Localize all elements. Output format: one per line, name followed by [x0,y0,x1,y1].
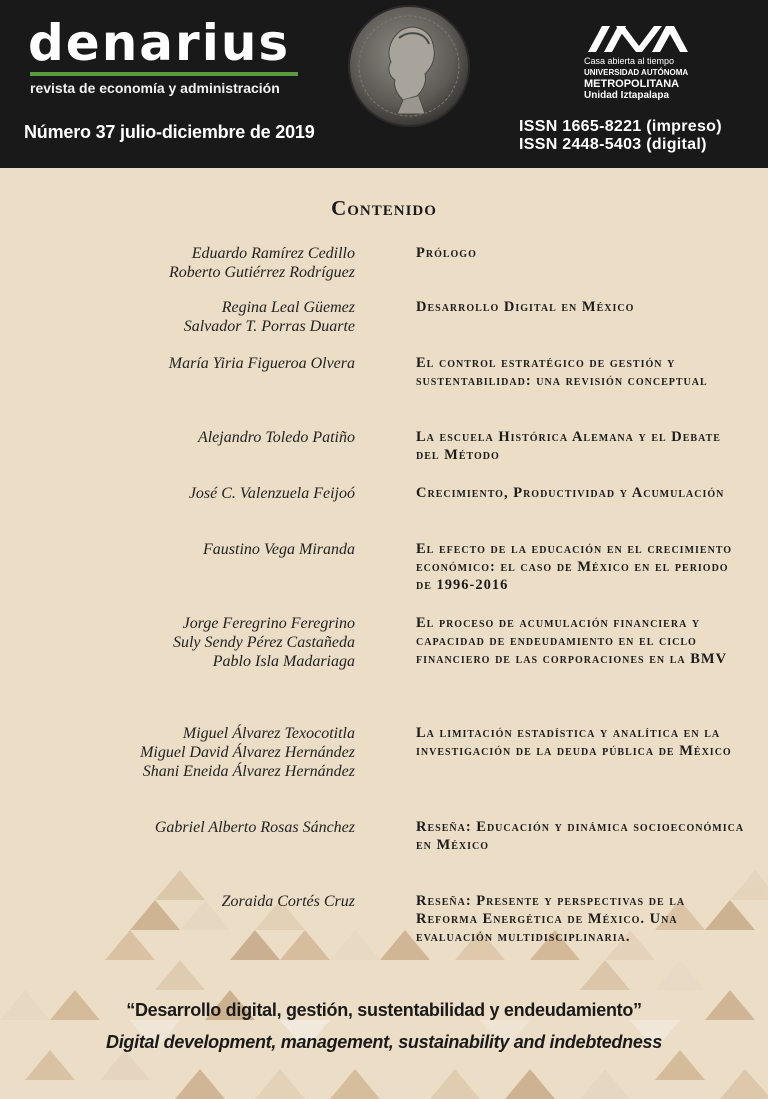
entry-authors [173,614,355,671]
entry-authors [189,484,355,503]
issn-digital: ISSN 2448-5403 (digital) [519,136,707,153]
author-name: Alejandro Toledo Patiño [197,429,355,446]
author-name: Jorge Feregrino Feregrino [182,615,355,632]
author-name: Pablo Isla Madariaga [212,653,355,670]
uam-line1: UNIVERSIDAD AUTÓNOMA [584,68,689,77]
author-name: Zoraida Cortés Cruz [221,893,355,910]
author-name: Eduardo Ramírez Cedillo [191,245,355,262]
theme-spanish: “Desarrollo digital, gestión, sustentabilidad y endeudamiento” [126,1000,642,1020]
author-name: Roberto Gutiérrez Rodríguez [168,264,355,281]
entry-authors [222,892,355,911]
article-title: Prólogo [416,245,477,261]
uam-line3: Unidad Iztapalapa [584,90,670,101]
author-name: Miguel Álvarez Texocotitla [182,725,355,742]
article-title: La escuela Histórica Alemana y el Debate del Método [416,429,721,463]
author-name: Faustino Vega Miranda [203,541,355,558]
author-name: Salvador T. Porras Duarte [183,318,355,335]
article-title: El proceso de acumulación financiera y capacidad de endeudamiento en el ciclo financiero de las corporaciones en la BMV [416,615,728,667]
article-title: Crecimiento, Productividad y Acumulación [416,485,725,501]
entry-authors [184,298,355,336]
article-title: Desarrollo Digital en México [416,299,635,315]
uam-tagline: Casa abierta al tiempo [584,56,675,66]
article-title: Reseña: Educación y dinámica socioeconómica en México [416,819,745,853]
article-title: El control estratégico de gestión y sustentabilidad: una revisión conceptual [416,355,708,389]
entry-authors [198,428,355,447]
author-name: Suly Sendy Pérez Castañeda [172,634,355,651]
contents-heading: Contenido [331,196,437,220]
journal-title: denarius [28,14,291,72]
author-name: Regina Leal Güemez [221,299,355,316]
article-title: La limitación estadística y analítica en la investigación de la deuda pública de México [416,725,732,759]
entry-authors [140,724,355,781]
issn-print: ISSN 1665-8221 (impreso) [519,118,722,135]
author-name: José C. Valenzuela Feijoó [188,485,355,502]
theme-english: Digital development, management, sustainability and indebtedness [106,1032,662,1052]
author-name: Shani Eneida Álvarez Hernández [142,763,355,780]
article-title: Reseña: Presente y perspectivas de la Reforma Energética de México. Una evaluación multidisciplinaria. [416,893,686,945]
entry-authors [155,818,355,837]
uam-line2: METROPOLITANA [584,78,680,90]
entry-authors [203,540,355,559]
author-name: Miguel David Álvarez Hernández [140,744,355,761]
entry-authors [169,244,355,282]
journal-subtitle: revista de economía y administración [30,80,280,96]
entry-authors [169,354,355,373]
author-name: María Yiria Figueroa Olvera [168,355,355,372]
article-title: El efecto de la educación en el crecimiento económico: el caso de México en el periodo de 1996-2016 [416,541,733,593]
issue-number: Número 37 julio-diciembre de 2019 [24,122,315,142]
author-name: Gabriel Alberto Rosas Sánchez [154,819,355,836]
